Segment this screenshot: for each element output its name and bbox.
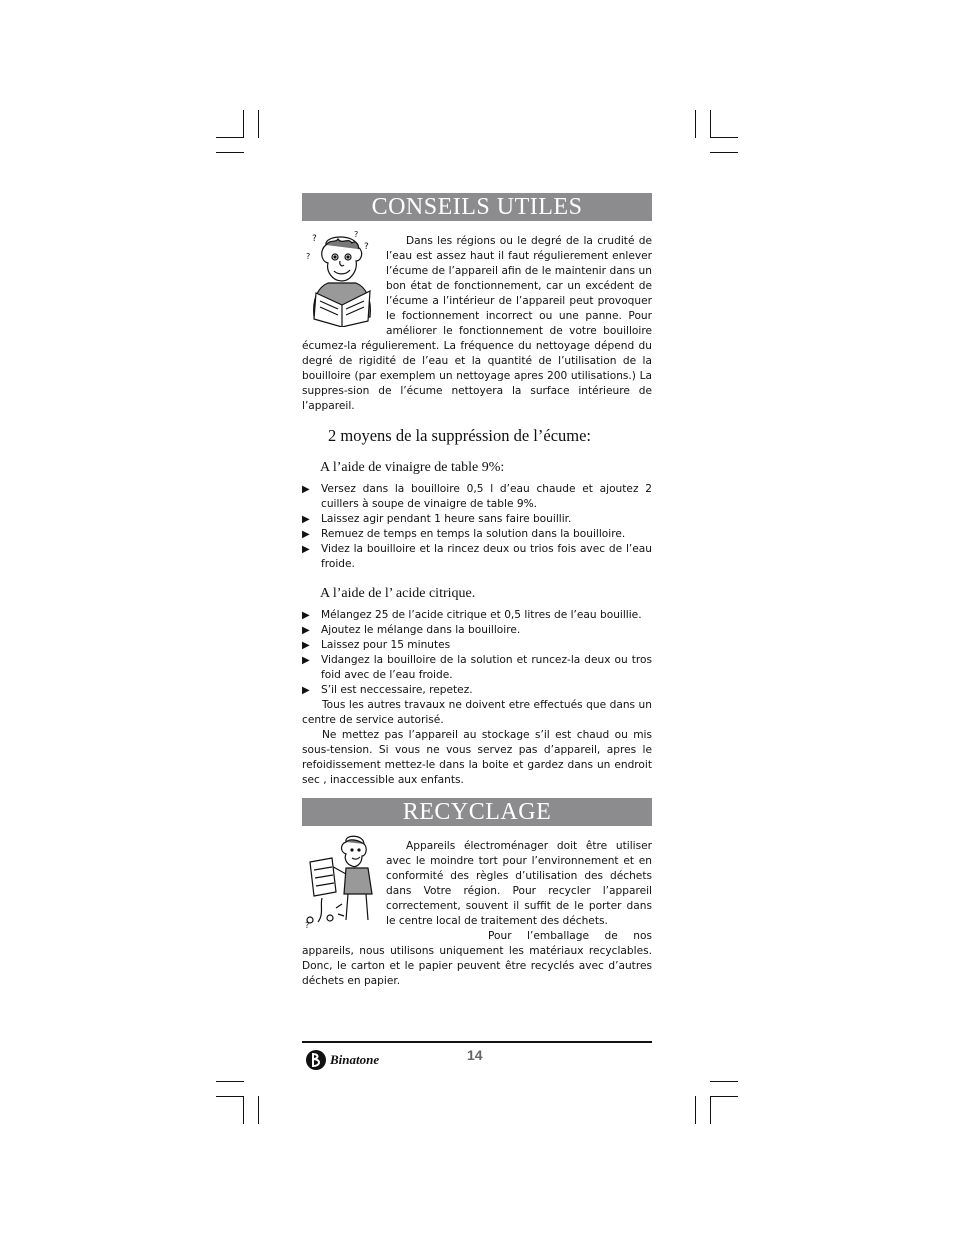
man-reading-book-icon <box>302 227 382 331</box>
intro-paragraph: Dans les régions ou le degré de la crudité de l’eau est assez haut il faut régulierement enlever l’écume de l’appareil afin de le maintenir dans un bon état de fonctionnement, car un excédent de l’écume a l’intérieur de l’appareil peut provoquer le foctionnement incorrect ou une panne. Pour améliorer le fonctionnement de votre bouilloire écumez-la régulierement. La fréquence du nettoyage dépend du degré de rigidité de l’eau et la quantité de l’utilisation de la bouilloire (par exemplem un nettoyage apres 200 utilisations.) La suppres-sion de l’écume nettoyera la surface intérieure de l’appareil. <box>302 235 652 412</box>
crop-mark <box>695 110 696 138</box>
packaging-paragraph: Pour l’emballage de nos appareils, nous utilisons uniquement les matériaux recyclables. Donc, le carton et le papier peuvent être recyclés avec d’autres déchets en papier. <box>302 930 652 987</box>
crop-mark <box>243 110 244 138</box>
list-item: ▶ Ajoutez le mélange dans la bouilloire. <box>302 624 521 636</box>
crop-mark <box>258 1096 259 1124</box>
list-item: ▶ S’il est neccessaire, repetez. <box>302 684 473 696</box>
svg-text:?: ? <box>312 234 317 244</box>
triangle-right-icon: ▶ <box>302 484 310 495</box>
triangle-right-icon: ▶ <box>302 655 310 666</box>
crop-mark <box>216 152 244 153</box>
storage-paragraph: Ne mettez pas l’appareil au stockage s’il est chaud ou mis sous-tension. Si vous ne vous servez pas d’appareil, apres le refoidissement mettez-le dans la boite et gardez dans un endroit sec , inaccessible aux enfants. <box>302 729 652 786</box>
triangle-right-icon: ▶ <box>302 625 310 636</box>
svg-text:?: ? <box>306 252 311 261</box>
crop-mark <box>216 1081 244 1082</box>
section-title-recyclage: RECYCLAGE <box>302 798 652 826</box>
binatone-logo-icon <box>304 1049 328 1071</box>
svg-text:?: ? <box>364 242 369 252</box>
section-title-conseils: CONSEILS UTILES <box>302 193 652 221</box>
crop-mark <box>710 152 738 153</box>
list-item: ▶ Versez dans la bouilloire 0,5 l d’eau chaude et ajoutez 2 cuillers à soupe de vinaigre de table 9%. <box>302 483 652 510</box>
triangle-right-icon: ▶ <box>302 544 310 555</box>
triangle-right-icon: ▶ <box>302 514 310 525</box>
svg-text:?: ? <box>305 921 310 930</box>
crop-mark <box>258 110 259 138</box>
crop-mark <box>710 110 711 138</box>
method-vinegar-title: A l’aide de vinaigre de table 9%: <box>320 460 505 475</box>
crop-mark <box>710 137 738 138</box>
method-citric-list <box>302 608 652 698</box>
recycle-paragraph: Appareils électroménager doit être utiliser avec le moindre tort pour l’environnement et en conformité des règles d’utilisation des déchets dans Votre région. Pour recycler l’appareil correctement, souvent il suffit de le porter dans le centre local de traitement des déchets. <box>386 840 652 927</box>
crop-mark <box>710 1096 711 1124</box>
crop-mark <box>695 1096 696 1124</box>
list-item: ▶ Laissez pour 15 minutes <box>302 639 451 651</box>
list-item: ▶ Remuez de temps en temps la solution dans la bouilloire. <box>302 528 626 540</box>
brand-name: Binatone <box>330 1052 380 1067</box>
subheading-methods: 2 moyens de la suppréssion de l’écume: <box>328 426 592 445</box>
brand-logo <box>304 1049 379 1071</box>
list-item: ▶ Mélangez 25 de l’acide citrique et 0,5 litres de l’eau bouillie. <box>302 609 642 621</box>
triangle-right-icon: ▶ <box>302 529 310 540</box>
triangle-right-icon: ▶ <box>302 610 310 621</box>
list-item: ▶ Laissez agir pendant 1 heure sans faire bouillir. <box>302 513 572 525</box>
svg-text:?: ? <box>354 230 359 239</box>
crop-mark <box>710 1081 738 1082</box>
crop-mark <box>216 137 244 138</box>
list-item: ▶ Videz la bouilloire et la rincez deux ou trios fois avec de l’eau froide. <box>302 543 652 570</box>
triangle-right-icon: ▶ <box>302 640 310 651</box>
service-paragraph: Tous les autres travaux ne doivent etre effectués que dans un centre de service autorisé. <box>302 699 652 726</box>
crop-mark <box>243 1096 244 1124</box>
triangle-right-icon: ▶ <box>302 685 310 696</box>
crop-mark <box>710 1096 738 1097</box>
list-item: ▶ Vidangez la bouilloire de la solution et runcez-la deux ou tros foid avec de l’eau froide. <box>302 654 652 681</box>
man-disposing-trash-icon <box>302 834 382 934</box>
method-citric-title: A l’aide de l’ acide citrique. <box>320 586 476 601</box>
page-content <box>302 193 652 989</box>
crop-mark <box>216 1096 244 1097</box>
page-number: 14 <box>467 1047 483 1063</box>
method-vinegar-list <box>302 482 652 572</box>
page-footer <box>302 1041 652 1083</box>
